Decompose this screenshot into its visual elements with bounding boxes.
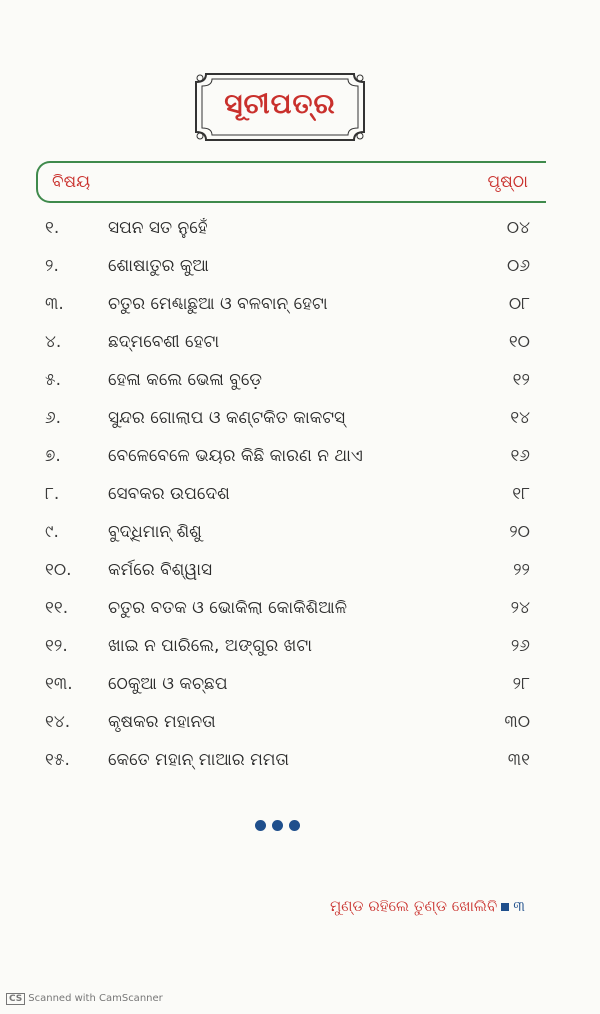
toc-header — [36, 161, 546, 203]
toc-title: ସୁନ୍ଦର ଗୋଲାପ ଓ କଣ୍ଟକିତ କାକଟସ୍ — [108, 408, 346, 428]
toc-row — [0, 552, 600, 590]
toc-row — [0, 248, 600, 286]
page-footer — [330, 897, 525, 915]
toc-row — [0, 742, 600, 780]
ornament-dots — [255, 820, 305, 834]
toc-row — [0, 704, 600, 742]
toc-row — [0, 590, 600, 628]
toc-list — [0, 210, 600, 780]
toc-row — [0, 628, 600, 666]
toc-number: ୯. — [45, 522, 59, 542]
toc-number: ୭. — [45, 446, 61, 466]
toc-page: ୧୦ — [508, 332, 530, 352]
page-number: ୩ — [513, 897, 525, 915]
toc-row — [0, 476, 600, 514]
toc-page: ୦୬ — [507, 256, 530, 276]
toc-page: ୧୪ — [510, 408, 530, 428]
dot-icon — [289, 820, 300, 831]
toc-page: ୧୨ — [512, 370, 530, 390]
header-page: ପୃଷ୍ଠା — [487, 172, 528, 192]
toc-row — [0, 666, 600, 704]
dot-icon — [255, 820, 266, 831]
toc-page: ୨୬ — [510, 636, 530, 656]
toc-title: ଚତୁର ମେଣ୍ଢାଛୁଆ ଓ ବଳବାନ୍ ହେଟା — [108, 294, 328, 314]
toc-page: ୨୮ — [512, 674, 530, 694]
toc-number: ୧୨. — [45, 636, 68, 656]
camscanner-logo-icon: CS — [6, 993, 25, 1005]
toc-title: ଖାଇ ନ ପାରିଲେ, ଅଙ୍ଗୁର ଖଟା — [108, 636, 313, 656]
toc-number: ୧୩. — [45, 674, 73, 694]
toc-number: ୨. — [45, 256, 59, 276]
toc-title: ସପନ ସତ ନୁହେଁ — [108, 218, 208, 238]
toc-number: ୧. — [45, 218, 60, 238]
header-subject: ବିଷୟ — [52, 172, 91, 192]
scanner-watermark — [6, 993, 163, 1005]
page-title: ସୂଚୀପତ୍ର — [224, 87, 336, 120]
toc-page: ୨୦ — [509, 522, 530, 542]
toc-title: ବେଳେବେଳେ ଭୟର କିଛି କାରଣ ନ ଥାଏ — [108, 446, 363, 466]
toc-row — [0, 324, 600, 362]
toc-number: ୧୧. — [45, 598, 69, 618]
toc-title: ସେବକର ଉପଦେଶ — [108, 484, 230, 504]
toc-title: ହେଳା କଲେ ଭେଳା ବୁଡ଼େ — [108, 370, 262, 390]
toc-number: ୧୫. — [45, 750, 70, 770]
toc-row — [0, 514, 600, 552]
toc-number: ୩. — [45, 294, 64, 314]
toc-page: ୩୧ — [507, 750, 530, 770]
toc-page: ୧୮ — [512, 484, 530, 504]
toc-row — [0, 438, 600, 476]
square-separator-icon — [501, 903, 509, 911]
toc-title: ବୁଦ୍ଧିମାନ୍ ଶିଶୁ — [108, 522, 202, 542]
watermark-text: Scanned with CamScanner — [28, 993, 163, 1004]
toc-title: କୃଷକର ମହାନତା — [108, 712, 216, 732]
toc-row — [0, 286, 600, 324]
toc-title: ଛଦ୍ମବେଶୀ ହେଟା — [108, 332, 220, 352]
toc-page: ୦୪ — [506, 218, 530, 238]
title-cartouche — [192, 70, 368, 144]
toc-page: ୦୮ — [508, 294, 530, 314]
toc-number: ୮. — [45, 484, 60, 504]
toc-row — [0, 210, 600, 248]
toc-number: ୪. — [45, 332, 62, 352]
toc-row — [0, 400, 600, 438]
toc-row — [0, 362, 600, 400]
toc-page: ୩୦ — [504, 712, 530, 732]
toc-page: ୨୪ — [510, 598, 530, 618]
toc-number: ୧୦. — [45, 560, 72, 580]
toc-title: କର୍ମରେ ବିଶ୍ୱାସ — [108, 560, 213, 580]
running-title: ମୁଣ୍ଡ ରହିଲେ ତୁଣ୍ଡ ଖୋଲିବି — [329, 897, 498, 915]
toc-number: ୫. — [45, 370, 62, 390]
toc-title: ଠେକୁଆ ଓ କଚ୍ଛପ — [108, 674, 228, 694]
toc-number: ୧୪. — [45, 712, 71, 732]
toc-title: ଚତୁର ବତକ ଓ ଭୋକିଲା କୋକିଶିଆଳି — [108, 598, 348, 618]
toc-title: ଶୋଷାତୁର କୁଆ — [108, 256, 209, 276]
dot-icon — [272, 820, 283, 831]
toc-number: ୬. — [45, 408, 62, 428]
toc-page: ୧୬ — [510, 446, 530, 466]
toc-page: ୨୨ — [513, 560, 530, 580]
toc-title: କେତେ ମହାନ୍ ମାଆର ମମତା — [108, 750, 290, 770]
